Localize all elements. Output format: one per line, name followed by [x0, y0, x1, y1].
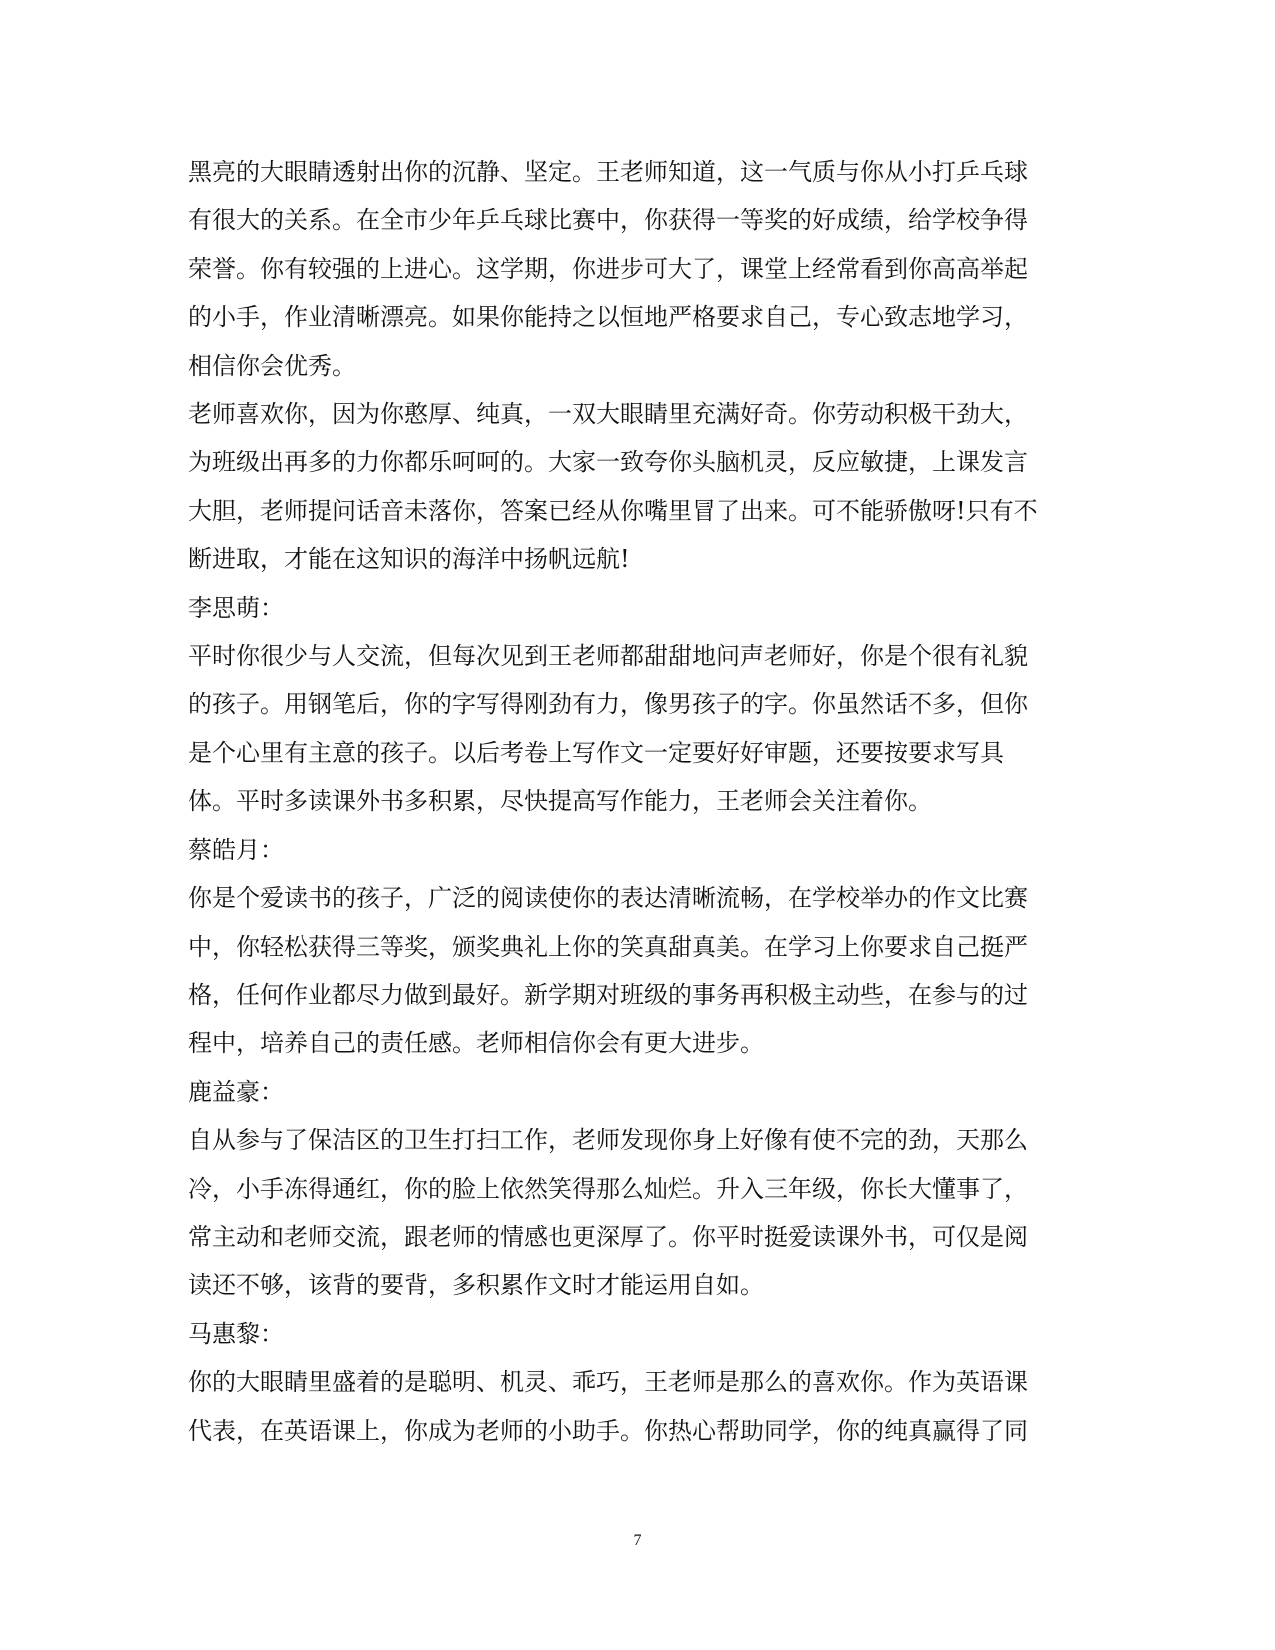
comment-paragraph: 自从参与了保洁区的卫生打扫工作，老师发现你身上好像有使不完的劲，天那么冷，小手冻得通红，你的脸上依然笑得那么灿烂。升入三年级，你长大懂事了，常主动和老师交流，跟老师的情感也更深厚了。你平时挺爱读课外书，可仅是阅读还不够，该背的要背，多积累作文时才能运用自如。 [188, 1126, 1028, 1300]
comment-paragraph: 你的大眼睛里盛着的是聪明、机灵、乖巧，王老师是那么的喜欢你。作为英语课代表，在英语课上，你成为老师的小助手。你热心帮助同学，你的纯真赢得了同 [188, 1368, 1028, 1445]
comment-paragraph: 黑亮的大眼睛透射出你的沉静、坚定。王老师知道，这一气质与你从小打乒乓球有很大的关系。在全市少年乒乓球比赛中，你获得一等奖的好成绩，给学校争得荣誉。你有较强的上进心。这学期，你进步可大了，课堂上经常看到你高高举起的小手，作业清晰漂亮。如果你能持之以恒地严格要求自己，专心致志地学习，相信你会优秀。 [188, 158, 1028, 380]
page-number: 7 [633, 1532, 642, 1549]
comment-paragraph: 你是个爱读书的孩子，广泛的阅读使你的表达清晰流畅，在学校举办的作文比赛中，你轻松获得三等奖，颁奖典礼上你的笑真甜真美。在学习上你要求自己挺严格，任何作业都尽力做到最好。新学期对班级的事务再积极主动些，在参与的过程中，培养自己的责任感。老师相信你会有更大进步。 [188, 884, 1028, 1058]
student-name: 马惠黎： [188, 1319, 284, 1348]
student-name: 李思萌： [188, 593, 284, 622]
comment-paragraph: 平时你很少与人交流，但每次见到王老师都甜甜地问声老师好，你是个很有礼貌的孩子。用钢笔后，你的字写得刚劲有力，像男孩子的字。你虽然话不多，但你是个心里有主意的孩子。以后考卷上写作文一定要好好审题，还要按要求写具体。平时多读课外书多积累，尽快提高写作能力，王老师会关注着你。 [188, 642, 1028, 816]
document-body [188, 148, 1048, 1455]
student-name: 蔡皓月： [188, 835, 284, 864]
comment-paragraph: 老师喜欢你，因为你憨厚、纯真，一双大眼睛里充满好奇。你劳动积极干劲大，为班级出再多的力你都乐呵呵的。大家一致夸你头脑机灵，反应敏捷，上课发言大胆，老师提问话音未落你，答案已经从你嘴里冒了出来。可不能骄傲呀!只有不断进取，才能在这知识的海洋中扬帆远航! [188, 400, 1038, 574]
student-name: 鹿益豪： [188, 1077, 284, 1106]
